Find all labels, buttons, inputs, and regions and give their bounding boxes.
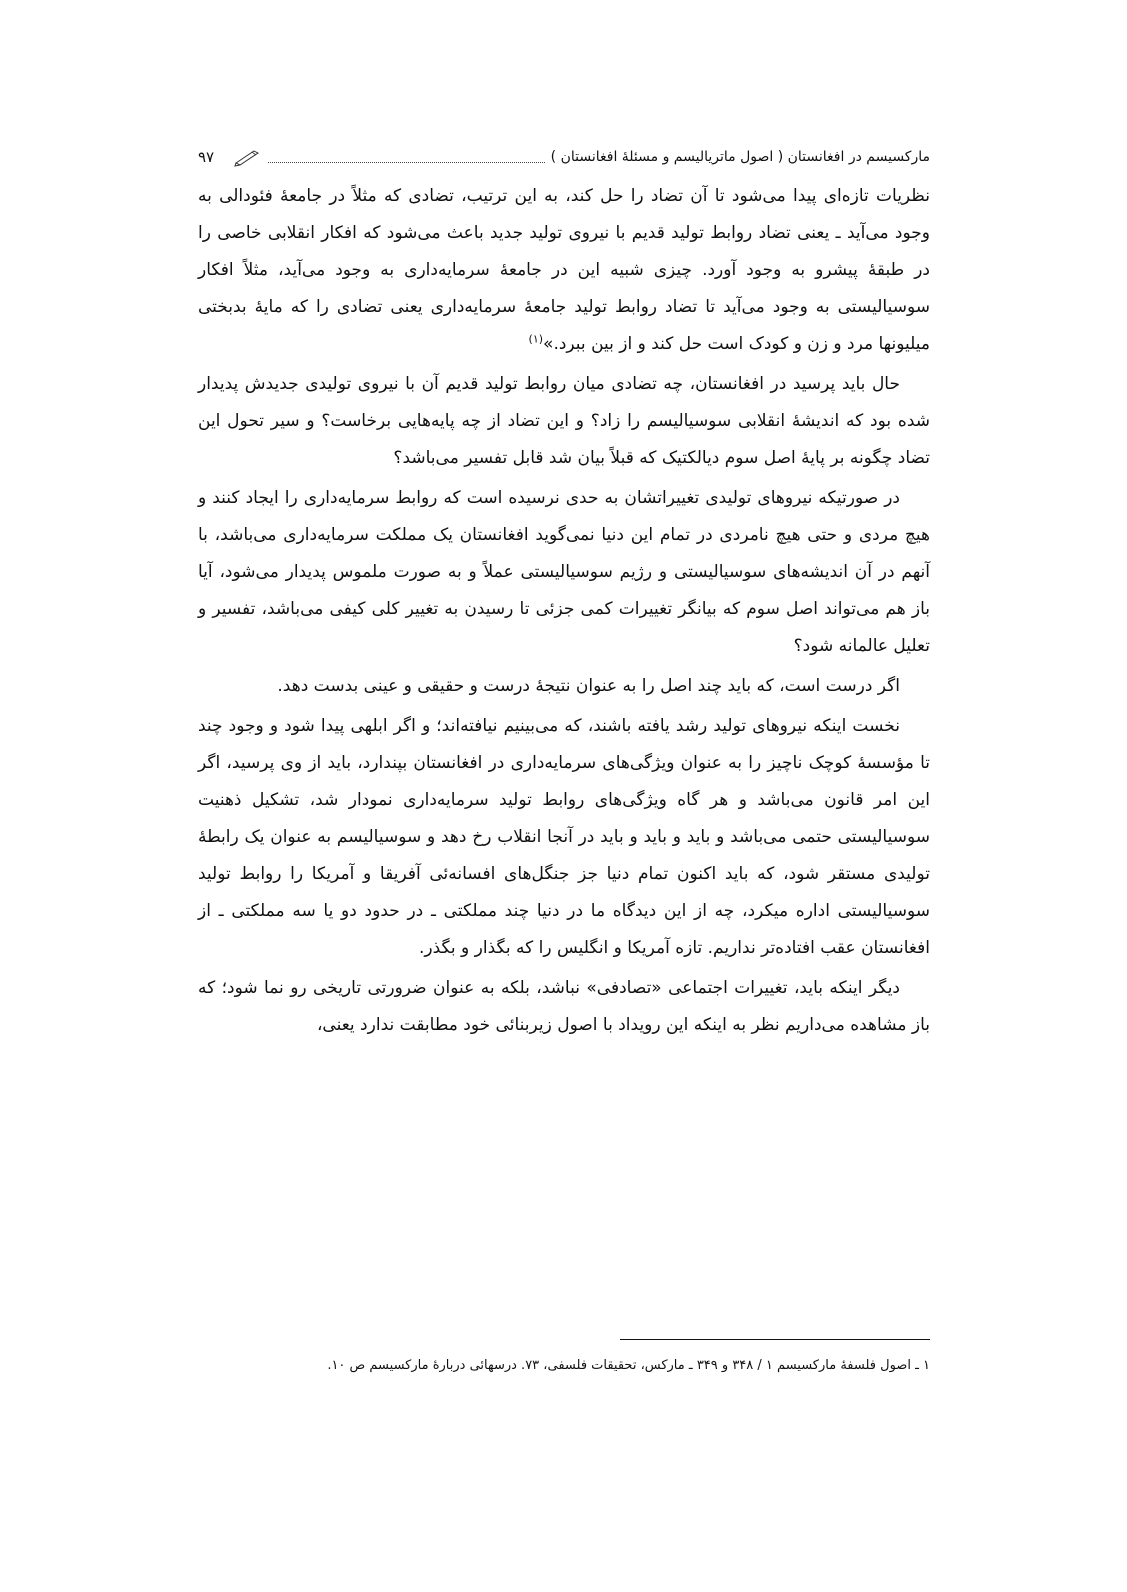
paragraph: در صورتیکه نیروهای تولیدی تغییراتشان به حدی نرسیده است که روابط سرمایه‌داری را ایجاد کنند و هیچ مردی و حتی هیچ نامردی در تمام این دنیا نمی‌گوید افغانستان یک مملکت سرمایه‌داری می‌باشد، با آنهم در آن اندیشه‌های سوسیالیستی و رژیم سوسیالیستی عملاً و به صورت ملموس پدیدار می‌شود، آیا باز هم می‌تواند اصل سوم که بیانگر تغییرات کمی جزئی تا رسیدن به تغییر کلی کیفی می‌باشد، تفسیر و تعلیل عالمانه شود؟	[198, 488, 930, 656]
footnote-reference: (۱)	[528, 332, 544, 346]
paragraph: اگر درست است، که باید چند اصل را به عنوان نتیجهٔ درست و حقیقی و عینی بدست دهد.	[277, 676, 900, 696]
body-text	[198, 178, 930, 1047]
header-leader-dots	[268, 152, 545, 163]
running-header	[198, 142, 930, 172]
page-number: ۹۷	[198, 148, 215, 166]
paragraph: نخست اینکه نیروهای تولید رشد یافته باشند، که می‌بینیم نیافته‌اند؛ و اگر ابلهی پیدا شود و وجود چند تا مؤسسهٔ کوچک ناچیز را به عنوان ویژگی‌های سرمایه‌داری در افغانستان بپندارد، باید از وی پرسید، اگر این امر قانون می‌باشد و هر گاه ویژگی‌های روابط تولید سرمایه‌داری نمودار شد، تشکیل ذهنیت سوسیالیستی حتمی می‌باشد و باید و باید و باید در آنجا انقلاب رخ دهد و سوسیالیسم به عنوان یک رابطهٔ تولیدی مستقر شود، که باید اکنون تمام دنیا جز جنگل‌های افسانه‌ئی آفریقا و آمریکا را روابط تولید سوسیالیستی اداره میکرد، چه از این دیدگاه ما در دنیا چند مملکتی ـ در حدود دو یا سه مملکتی ـ از افغانستان عقب افتاده‌تر نداریم. تازه آمریکا و انگلیس را که بگذار و بگذر.	[198, 716, 930, 958]
paragraph: حال باید پرسید در افغانستان، چه تضادی میان روابط تولید قدیم آن با نیروی تولیدی جدیدش پدیدار شده بود که اندیشهٔ انقلابی سوسیالیسم را زاد؟ و این تضاد از چه پایه‌هایی برخاست؟ و سیر تحول این تضاد چگونه بر پایهٔ اصل سوم دیالکتیک که قبلاً بیان شد قابل تفسیر می‌باشد؟	[198, 374, 930, 468]
paragraph-text: نظریات تازه‌ای پیدا می‌شود تا آن تضاد را حل کند، به این ترتیب، تضادی که مثلاً در جامعهٔ فئودالی به وجود می‌آید ـ یعنی تضاد روابط تولید قدیم با نیروی تولید جدید باعث می‌شود که افکار انقلابی خاصی را در طبقهٔ پیشرو به وجود آورد. چیزی شبیه این در جامعهٔ سرمایه‌داری به وجود می‌آید، مثلاً افکار سوسیالیستی به وجود می‌آید تا تضاد روابط تولید جامعهٔ سرمایه‌داری یعنی تضادی را که مایهٔ بدبختی میلیونها مرد و زن و کودک است حل کند و از بین ببرد.»	[198, 186, 930, 354]
pen-icon	[232, 147, 262, 167]
footnote: ۱ ـ اصول فلسفهٔ مارکسیسم ۱ / ۳۴۸ و ۳۴۹ ـ مارکس، تحقیقات فلسفی، ۷۳. درسهائی دربارهٔ مارکسیسم ص ۱۰.	[327, 1358, 930, 1373]
paragraph: دیگر اینکه باید، تغییرات اجتماعی «تصادفی» نباشد، بلکه به عنوان ضرورتی تاریخی رو نما شود؛ که باز مشاهده می‌داریم نظر به اینکه این رویداد با اصول زیربنائی خود مطابقت ندارد یعنی،	[198, 978, 930, 1035]
paragraph	[198, 178, 930, 363]
footnote-divider	[620, 1339, 930, 1340]
header-title: مارکسیسم در افغانستان ( اصول ماتریالیسم و مسئلهٔ افغانستان )	[550, 149, 930, 165]
